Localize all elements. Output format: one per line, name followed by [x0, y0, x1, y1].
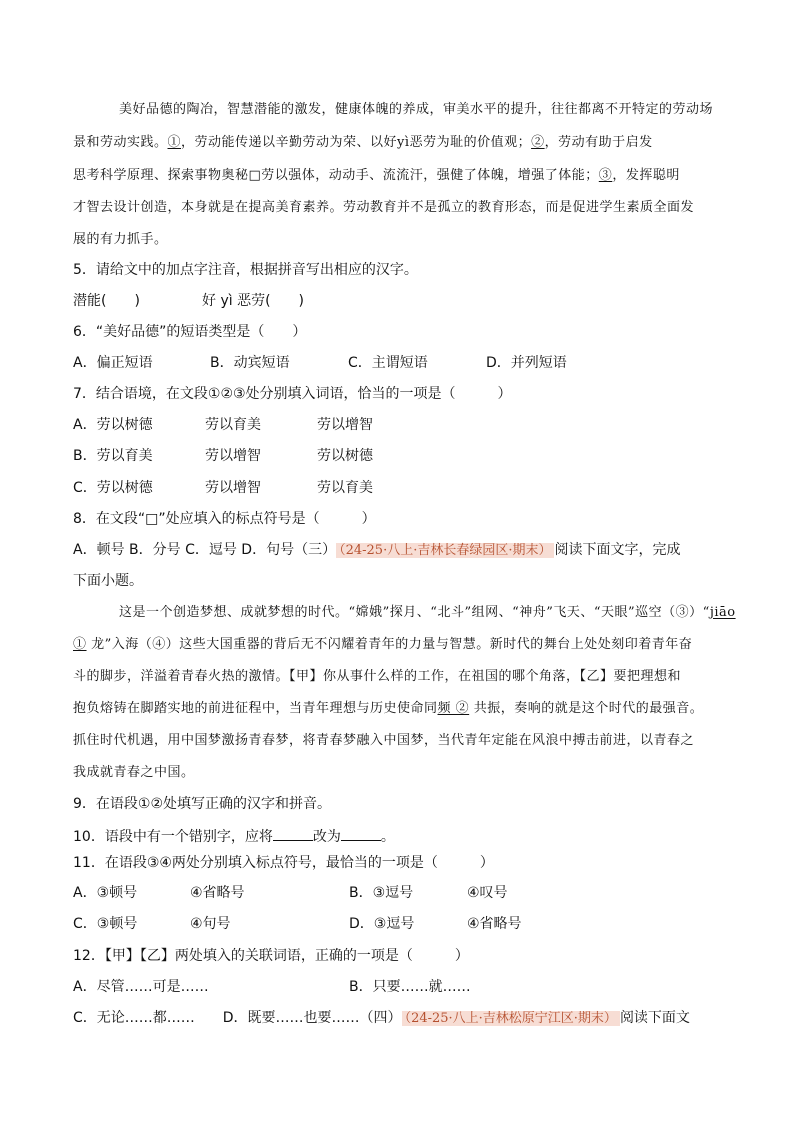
- question-11-stem: 11．在语段③④两处分别填入标点符号，最恰当的一项是（ ）: [73, 855, 494, 871]
- passage2-line2: [73, 635, 692, 655]
- question-11-option-a-2: ④省略号: [190, 885, 245, 901]
- question-7-option-a-2: 劳以育美: [205, 417, 261, 433]
- pinyin-yi: yì: [397, 135, 410, 150]
- passage1-text: 景和劳动实践。: [73, 135, 168, 150]
- passage1-line1: 美好品德的陶冶，智慧潜能的激发，健康体魄的养成，审美水平的提升，往往都离不开特定的劳动场: [119, 102, 714, 117]
- question-9-stem: 9．在语段①②处填写正确的汉字和拼音。: [73, 796, 332, 812]
- question-10-text: 。: [380, 829, 395, 845]
- passage1-text: ，劳动有助于启发: [544, 135, 653, 150]
- blank-1: ①: [167, 135, 182, 150]
- question-10-line: [73, 826, 395, 847]
- question-7-stem: 7．结合语境，在文段①②③处分别填入词语，恰当的一项是（ ）: [73, 386, 512, 402]
- question-7-option-c[interactable]: C．劳以树德: [73, 480, 153, 496]
- question-12-stem: 12．【甲】【乙】两处填入的关联词语，正确的一项是（ ）: [73, 948, 469, 964]
- question-6-option-b[interactable]: B．动宾短语: [210, 355, 290, 371]
- question-12-option-cd[interactable]: C．无论……都…… D．既要……也要……（四）: [73, 1010, 402, 1026]
- passage2-line6: 我成就青春之中国。: [73, 765, 195, 780]
- question-11-option-c-2: ④句号: [190, 916, 231, 932]
- question-7-option-a-3: 劳以增智: [317, 417, 373, 433]
- section-intro: 阅读下面文字，完成: [554, 542, 681, 558]
- question-12-option-b[interactable]: B．只要……就……: [349, 979, 471, 995]
- passage1-line4: 才智去设计创造，本身就是在提高美育素养。劳动教育并不是孤立的教育形态，而是促进学生素质全面发: [73, 200, 695, 215]
- question-7-option-b-2: 劳以增智: [205, 448, 261, 464]
- question-6-stem: 6．“美好品德”的短语类型是（ ）: [73, 324, 307, 340]
- section-intro: 阅读下面文: [619, 1010, 690, 1026]
- passage2-line5: 抓住时代机遇，用中国梦激扬青春梦，将青春梦融入中国梦，当代青年定能在风浪中搏击前进，以青春之: [73, 733, 695, 748]
- passage2-text: 共振，奏响的就是这个时代的最强音。: [469, 701, 704, 716]
- question-7-option-a[interactable]: A．劳以树德: [73, 417, 153, 433]
- question-6-option-c[interactable]: C．主谓短语: [348, 355, 428, 371]
- passage2-line4: [73, 699, 703, 719]
- question-6-option-d[interactable]: D．并列短语: [486, 355, 567, 371]
- question-12-option-a[interactable]: A．尽管……可是……: [73, 979, 209, 995]
- passage2-line3: 斗的脚步，洋溢着青春火热的激情。【甲】你从事什么样的工作，在祖国的哪个角落，【乙】要把理想和: [73, 669, 682, 684]
- passage2-text: 抱负熔铸在脚踏实地的前进征程中，当青年理想与历史使命同: [73, 701, 438, 716]
- question-11-option-a[interactable]: A．③顿号: [73, 885, 138, 901]
- question-5-item-a: 潜能( ): [73, 293, 140, 309]
- blank-3: ③: [598, 168, 613, 183]
- answer-blank-2[interactable]: [341, 826, 381, 841]
- question-10-text: 10．语段中有一个错别字，应将: [73, 829, 273, 845]
- source-tag: （24-25·八上·吉林长春绿园区·期末）: [336, 543, 554, 558]
- question-11-option-d[interactable]: D．③逗号: [349, 916, 415, 932]
- question-10-text: 改为: [312, 829, 341, 845]
- question-7-option-b[interactable]: B．劳以育美: [73, 448, 153, 464]
- passage1-text: ，发挥聪明: [612, 168, 680, 183]
- passage1-text: 恶劳为耻的价值观；: [409, 135, 532, 150]
- passage2-text: 这是一个创造梦想、成就梦想的时代。“嫦娥”探月、“北斗”组网、“神舟”飞天、“天眼”巡空（③）“: [119, 605, 710, 620]
- question-12-options-line: [73, 1008, 690, 1029]
- question-11-option-d-2: ④省略号: [467, 916, 522, 932]
- passage1-line2: [73, 133, 653, 153]
- blank-pinyin-2: 频 ②: [437, 701, 470, 716]
- pinyin-jiao: jiāo: [709, 605, 736, 620]
- question-7-option-c-3: 劳以育美: [317, 480, 373, 496]
- passage2-line1: [119, 603, 736, 623]
- source-tag: （24-25·八上·吉林松原宁江区·期末）: [402, 1011, 620, 1026]
- question-5-item-b: 好 yì 恶劳( ): [202, 293, 304, 309]
- passage1-text: 思考科学原理、探索事物奥秘□劳以强体，动动手、流流汗，强健了体魄，增强了体能；: [73, 168, 599, 183]
- question-5-stem: 5．请给文中的加点字注音，根据拼音写出相应的汉字。: [73, 262, 418, 278]
- question-8-stem: 8．在文段“□”处应填入的标点符号是（ ）: [73, 511, 376, 527]
- section-intro-cont: 下面小题。: [73, 573, 143, 589]
- question-8-options[interactable]: A．顿号 B．分号 C．逗号 D．句号（三）: [73, 542, 337, 558]
- question-6-option-a[interactable]: A．偏正短语: [73, 355, 153, 371]
- question-11-option-b-2: ④叹号: [467, 885, 508, 901]
- blank-2: ②: [531, 135, 545, 150]
- passage1-text: ，劳动能传递以辛勤劳动为荣、以好: [181, 135, 398, 150]
- passage1-line5: 展的有力抓手。: [73, 232, 168, 247]
- passage1-line3: [73, 166, 680, 186]
- passage2-text: 龙”入海（④）这些大国重器的背后无不闪耀着青年的力量与智慧。新时代的舞台上处处刻印着青年奋: [86, 637, 693, 652]
- question-7-option-b-3: 劳以树德: [317, 448, 373, 464]
- question-11-option-c[interactable]: C．③顿号: [73, 916, 138, 932]
- question-11-option-b[interactable]: B．③逗号: [349, 885, 414, 901]
- question-8-options-line: [73, 540, 680, 561]
- blank-char-1: ①: [73, 637, 87, 652]
- question-7-option-c-2: 劳以增智: [205, 480, 261, 496]
- answer-blank-1[interactable]: [273, 826, 313, 841]
